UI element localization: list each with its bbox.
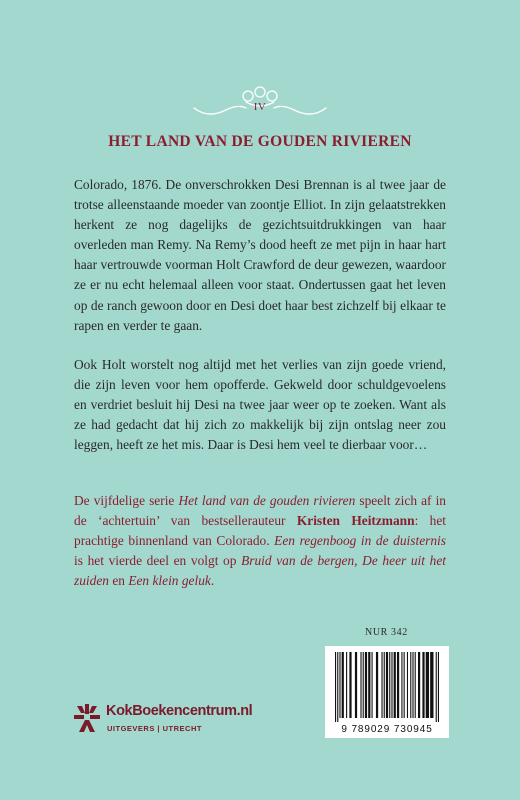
barcode-bar [394, 652, 396, 718]
barcode-bar [376, 652, 378, 718]
publisher-logo-icon [72, 702, 102, 734]
barcode-bar [418, 652, 420, 718]
barcode-bar [391, 652, 392, 718]
series-text: : het prachtige binnenland van Colorado. [74, 513, 446, 549]
volume-number: IV [253, 101, 267, 113]
barcode-bar [342, 652, 344, 718]
barcode-bar [412, 652, 413, 718]
barcode-bar [363, 652, 364, 718]
barcode-bar [349, 652, 351, 718]
series-text: is het vierde deel en volgt op [74, 553, 242, 569]
barcode-bar [381, 652, 382, 718]
nur-code: NUR 342 [365, 627, 408, 638]
barcode-bar [436, 652, 437, 722]
barcode-bar [368, 652, 370, 718]
barcode-icon [334, 652, 440, 722]
barcode-bar [337, 652, 338, 722]
barcode-bar [430, 652, 433, 718]
barcode-bar [410, 652, 411, 718]
barcode-bar [339, 652, 340, 718]
barcode-bar [372, 652, 373, 718]
barcode-bar [346, 652, 347, 718]
book-title: De heer uit het zuiden [74, 553, 446, 589]
barcode-bar [397, 652, 399, 718]
barcode-bar [389, 652, 390, 718]
isbn-number: 9 789029 730945 [341, 724, 433, 735]
series-name: Het land van de gouden rivieren [178, 493, 356, 508]
series-text: speelt zich af in de ‘achtertuin’ van bestsellerauteur [74, 493, 447, 529]
barcode-bar [422, 652, 424, 718]
series-text: en [108, 573, 129, 589]
barcode-bar [401, 652, 402, 718]
book-title: Een klein geluk [128, 573, 211, 589]
publisher-name: KokBoekencentrum.nl [106, 703, 253, 719]
publisher-tagline: UITGEVERS | UTRECHT [107, 724, 202, 733]
series-title: HET LAND VAN DE GOUDEN RIVIEREN [108, 133, 412, 150]
barcode-bar [384, 652, 385, 718]
author-name: Kristen Heitzmann [296, 513, 415, 529]
series-text: , [354, 553, 363, 569]
barcode-bar [415, 652, 416, 718]
barcode-bar [360, 652, 361, 718]
barcode-bar [355, 652, 357, 718]
series-text: . [210, 573, 215, 589]
book-title: Een regenboog in de duisternis [274, 533, 446, 549]
barcode-box [325, 646, 449, 738]
barcode-bar [438, 652, 439, 722]
barcode-bar [386, 652, 388, 718]
barcode-bar [426, 652, 429, 718]
blurb-paragraph-2: Ook Holt worstelt nog altijd met het verlies van zijn goede vriend, die zijn leven voor hem opofferde. Gekweld door schuldgevoelens en verdriet besluit hij Desi na twee jaar weer op te zoeken. Want als ze had gedacht dat hij zich zo makkelijk bij zijn ontslag neer zou leggen, heeft ze het mis. Daar is Desi hem veel te dierbaar voor… [74, 357, 446, 453]
series-text: De vijfdelige serie [74, 493, 179, 508]
barcode-bar [404, 652, 405, 718]
series-description [74, 491, 446, 591]
barcode-bar [407, 652, 408, 718]
blurb-paragraph-1: Colorado, 1876. De onverschrokken Desi Brennan is al twee jaar de trotse alleenstaande moeder van zoontje Elliot. In zijn gelaatstrekken herkent ze nog dagelijks de gezichtsuitdrukkingen van haar overleden man Remy. Na Remy’s dood heeft ze met pijn in haar hart haar vertrouwde voorman Holt Crawford de deur gewezen, waardoor ze er nu echt helemaal alleen voor staat. Ondertussen gaat het leven op de ranch gewoon door en Desi doet haar best zichzelf bij elkaar te rapen en verder te gaan. [74, 177, 446, 333]
barcode-bar [335, 652, 336, 722]
book-title: Bruid van de bergen [241, 553, 355, 569]
barcode-bar [365, 652, 367, 718]
